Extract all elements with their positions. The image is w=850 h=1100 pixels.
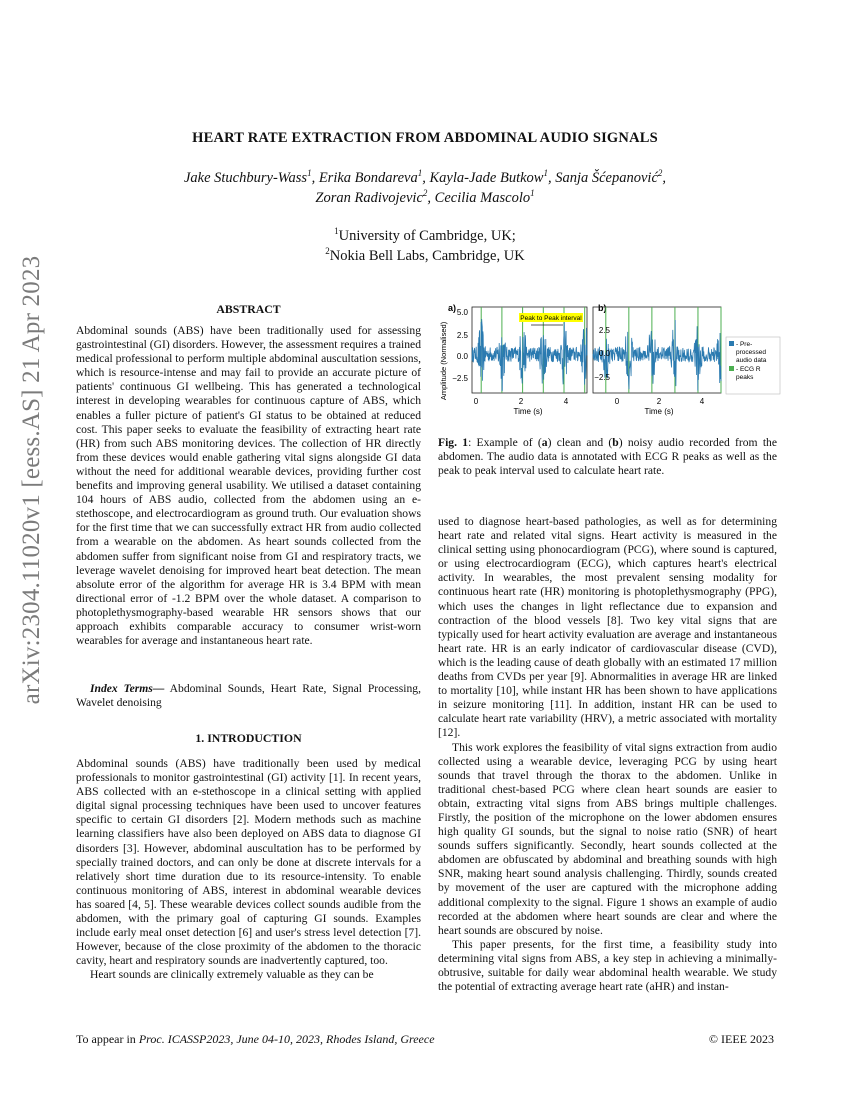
legend-label: peaks [736, 374, 754, 381]
legend-swatch-signal [729, 341, 734, 346]
author: Zoran Radivojevic [315, 190, 423, 206]
intro-paragraph: Abdominal sounds (ABS) have traditionally been used by medical professionals to monitor gastrointestinal (GI) activity [1]. In recent years, ABS collected with an e-stethoscope in a clinical setting with applied digital signal processing techniques have been used to uncover features specific to certain GI disorders [2]. Modern methods such as machine learning classifiers have also been deployed on ABS data to diagnose GI disorders [3]. However, abdominal auscultation has to be performed by specially trained doctors, and can only be done at discrete intervals for a relatively short time duration due to its resource-intensity. To enable continuous monitoring of ABS, interest in abdominal wearable devices has soared [4, 5]. These wearable devices collect sounds audible from the abdomen, with the primary goal of capturing GI sounds. Examples include early meal onset detection [6] and user's stress level detection [7]. However, because of the close proximity of the abdomen to the thoracic cavity, heart and respiratory sounds are inadvertently captured, too. [76, 757, 421, 968]
y-axis-label: Amplitude (Normalised) [439, 321, 448, 401]
author-list: Jake Stuchbury-Wass$^1$, Erika Bondareva$^1$, Kayla-Jade Butkow$^1$, Sanja Šćepanović$^2$, Zoran Radivojevic$^2$, Cecilia Mascolo$^1$ [183, 168, 667, 206]
legend-label: - Pre- [736, 341, 753, 348]
arxiv-stamp [6, 255, 58, 705]
y-tick: 2.5 [456, 331, 468, 340]
footer-copyright: © IEEE 2023 [708, 1032, 774, 1046]
intro-heading: 1. INTRODUCTION [195, 731, 302, 745]
panel-a-label: a) [448, 303, 457, 313]
affiliations: $^1$University of Cambridge, UK; $^2$Nokia Bell Labs, Cambridge, UK [325, 226, 525, 264]
x-axis-label-a: Time (s) [513, 407, 543, 416]
legend-swatch-peaks [729, 366, 734, 371]
y-tick: 5.0 [456, 308, 468, 317]
panel-b-label: b) [598, 303, 607, 313]
y-tick: −2.5 [594, 373, 610, 382]
x-tick: 2 [656, 397, 662, 406]
footer-venue: To appear in Proc. ICASSP2023, June 04-10, 2023, Rhodes Island, Greece [76, 1032, 435, 1046]
y-tick: 2.5 [598, 326, 610, 335]
x-tick: 2 [518, 397, 524, 406]
index-terms [76, 682, 421, 710]
body-paragraph: used to diagnose heart-based pathologies, as well as for determining heart rate and related vital signs. Heart activity is measured in the clinical setting using phonocardiogram (PCG), where sound is captured, or using electrocardiogram (ECG), which captures heart's electrical activity. In wearables, the most prevalent sensing modality for continuous heart rate (HR) monitoring is photoplethysmography (PPG), which uses the changes in light reflectance due to expansion and contraction of the blood vessels [8]. Two key vital signs that are typically used for heart activity evaluation are average and instantaneous heart rate. HR is an early indicator of cardiovascular disease (CVD), which is the leading cause of death globally with an estimated 17 million deaths from CVDs per year [9]. Abnormalities in average HR are linked to mortality [10], while instant HR has been shown to have applications in seizure monitoring [11]. In addition, instant HR can be used to calculate heart rate variability (HRV), a metric associated with mortality [12]. [438, 515, 777, 740]
author: Erika Bondareva [318, 170, 418, 186]
index-terms-label: Index Terms— [90, 682, 165, 695]
col2-body [438, 515, 777, 994]
y-tick: 0.0 [598, 349, 610, 358]
intro-heading-wrap [76, 731, 421, 745]
arxiv-id: arXiv:2304.11020v1 [eess.AS] 21 Apr 2023 [18, 255, 45, 705]
intro-paragraph: Heart sounds are clinically extremely valuable as they can be [90, 968, 374, 982]
body-paragraph: This paper presents, for the first time, a feasibility study into determining vital signs from ABS, a key step in achieving a minimally-obtrusive, suitable for daily wear abdominal health wearable. We study the potential of extracting average heart rate (aHR) and instan- [438, 937, 777, 994]
x-tick: 0 [473, 397, 479, 406]
figure-1 [440, 301, 780, 421]
index-terms-text: Abdominal Sounds, Heart Rate, Signal Processing, Wavelet denoising [76, 682, 421, 710]
x-tick: 0 [614, 397, 620, 406]
annotation-text: Peak to Peak interval [520, 315, 582, 322]
legend-label: processed [736, 349, 766, 356]
author: Sanja Šćepanović [555, 170, 658, 186]
y-tick: −2.5 [452, 374, 468, 383]
abstract-heading: ABSTRACT [216, 302, 281, 316]
intro-body [76, 757, 421, 983]
abstract-body [76, 324, 421, 648]
abstract-heading-wrap [76, 302, 421, 316]
signal-line-b [593, 320, 721, 391]
caption-label: Fig. 1 [438, 436, 469, 449]
x-tick: 4 [563, 397, 569, 406]
figure-1-plot [440, 301, 780, 421]
figure-caption: Fig. 1: Example of (a) clean and (b) noisy audio recorded from the abdomen. The audio data is annotated with ECG R peaks as well as the peak to peak interval used to calculate heart rate. [438, 436, 777, 478]
affiliation: Nokia Bell Labs, Cambridge, UK [329, 248, 525, 264]
paper-title: HEART RATE EXTRACTION FROM ABDOMINAL AUDIO SIGNALS [192, 130, 658, 146]
signal-line-a [472, 318, 587, 391]
y-tick: 0.0 [456, 352, 468, 361]
abstract-paragraph: Abdominal sounds (ABS) have been traditionally used for assessing gastrointestinal (GI) disorders. However, the assessment requires a trained medical professional to perform multiple abdominal auscultation sessions, which is resource-intense and may fail to provide an accurate picture of patients' continuous GI wellbeing. This has generated a technological interest in developing wearables for continuous capture of ABS, which enables a fuller picture of patient's GI status to be obtained at reduced cost. This paper seeks to evaluate the feasibility of extracting heart rate (HR) from such ABS monitoring devices. The collection of HR directly from these devices would enable gathering vital signs alongside GI data without the need for additional wearable devices, providing further cost benefits and improving general usability. We utilised a dataset containing 104 hours of ABS audio, collected from the abdomen using an e-stethoscope, and electrocardiogram as ground truth. Our evaluation shows for the first time that we can successfully extract HR from audio collected from a wearable on the abdomen. As heart sounds collected from the abdomen suffer from significant noise from GI and respiratory tracts, we leverage wavelet denoising for improved heart beat detection. The mean absolute error of the algorithm for average HR is 3.4 BPM with mean directional error of -1.2 BPM over the whole dataset. A comparison to photoplethysmography-based wearable HR sensors shows that our approach exhibits comparable accuracy to consumer wrist-worn wearables for average and instantaneous heart rate. [76, 324, 421, 648]
x-tick: 4 [699, 397, 705, 406]
legend-label: - ECG R [736, 366, 761, 373]
legend-label: audio data [736, 357, 767, 364]
author: Jake Stuchbury-Wass [183, 170, 308, 186]
author: Cecilia Mascolo [434, 190, 531, 206]
x-axis-label-b: Time (s) [644, 407, 674, 416]
body-paragraph: This work explores the feasibility of vital signs extraction from audio collected using a wearable device, leveraging PCG by using heart sounds that travel through the thorax to the abdomen. Unlike in traditional chest-based PCG where clean heart sounds are easier to obtain, extracting vital signs from ABS brings multiple challenges. Firstly, the position of the microphone on the lower abdomen ensures high quality GI sounds, but the signal to noise ratio (SNR) of heart sounds suffers significantly. Secondly, heart sounds collected at the abdomen are obfuscated by abdominal and breathing sounds with high SNR, making heart sound analysis challenging. Thirdly, sounds created by movement of the user are captured with the microphone adding additional complexity to the signal. Figure 1 shows an example of audio recorded at the abdomen where heart sounds are clear and where the heart sounds are obscured by noise. [438, 740, 777, 937]
affiliation: University of Cambridge, UK; [338, 228, 516, 244]
author: Kayla-Jade Butkow [429, 170, 544, 186]
